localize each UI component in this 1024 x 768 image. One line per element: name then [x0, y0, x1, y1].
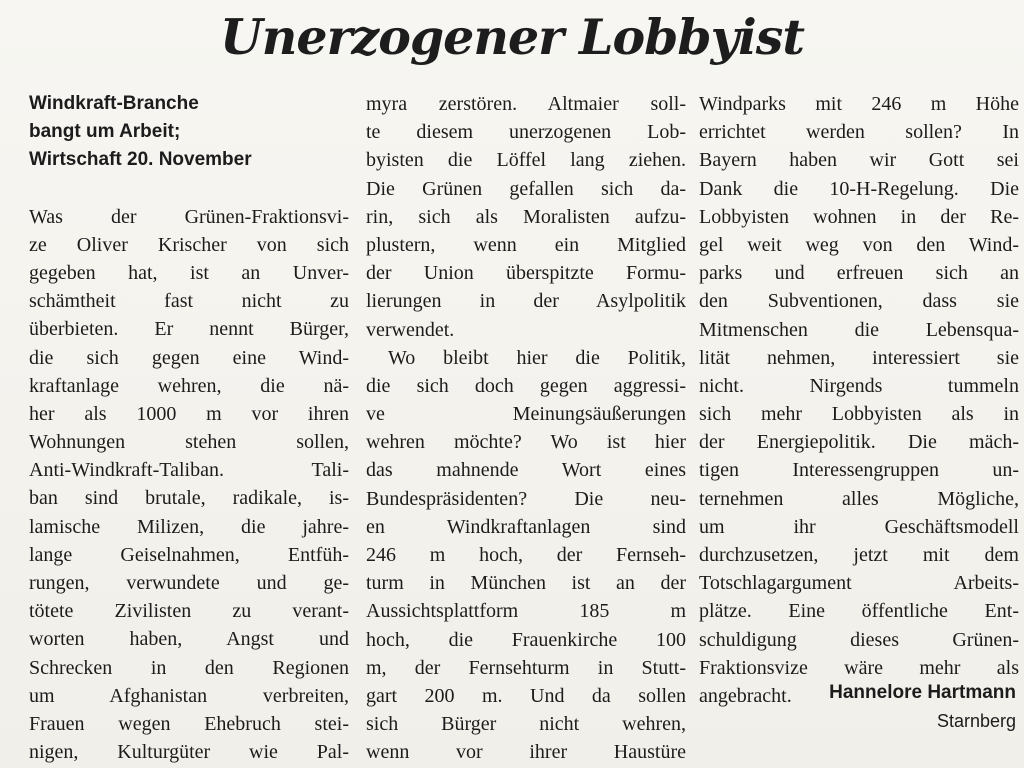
- text-line: Die Grünen gefallen sich da-: [366, 177, 686, 200]
- text-line: te diesem unerzogenen Lob-: [366, 121, 686, 144]
- text-line: en Windkraftanlagen sind: [366, 515, 686, 538]
- text-line: worten haben, Angst und: [29, 628, 349, 651]
- text-line: ban sind brutale, radikale, is-: [29, 487, 349, 510]
- text-line: Anti-Windkraft-Taliban. Tali-: [29, 459, 349, 482]
- text-line: tigen Interessengruppen un-: [699, 459, 1019, 482]
- column-1: [29, 90, 349, 766]
- text-line: überbieten. Er nennt Bürger,: [29, 318, 349, 341]
- text-line: tötete Zivilisten zu verant-: [29, 600, 349, 623]
- text-line: Frauen wegen Ehebruch stei-: [29, 712, 349, 735]
- text-line: plätze. Eine öffentliche Ent-: [699, 600, 1019, 623]
- text-line: plustern, wenn ein Mitglied: [366, 233, 686, 256]
- text-line: Fraktionsvize wäre mehr als: [699, 656, 1019, 679]
- text-line: kraftanlage wehren, die nä-: [29, 374, 349, 397]
- text-line: schämtheit fast nicht zu: [29, 290, 349, 313]
- text-line: der Union überspitzte Formu-: [366, 262, 686, 285]
- text-line: der Energiepolitik. Die mäch-: [699, 431, 1019, 454]
- text-line: die sich gegen eine Wind-: [29, 346, 349, 369]
- column-2: [366, 90, 686, 767]
- text-line: Windparks mit 246 m Höhe: [699, 93, 1019, 115]
- text-line: sich Bürger nicht wehren,: [366, 713, 686, 736]
- text-line: Bundespräsidenten? Die neu-: [366, 487, 686, 510]
- text-line: Was der Grünen-Fraktionsvi-: [29, 205, 349, 228]
- text-line: gegeben hat, ist an Unver-: [29, 261, 349, 284]
- text-line: rungen, verwundete und ge-: [29, 572, 349, 594]
- text-line: schuldigung dieses Grünen-: [699, 628, 1019, 651]
- author-place: Starnberg: [936, 711, 1016, 731]
- text-line: 246 m hoch, der Fernseh-: [366, 544, 686, 566]
- text-line: die sich doch gegen aggressi-: [366, 374, 686, 397]
- text-line: wehren möchte? Wo ist hier: [366, 431, 686, 454]
- text-line: lange Geiselnahmen, Entfüh-: [29, 543, 349, 566]
- text-line: Wohnungen stehen sollen,: [29, 431, 349, 454]
- reference-spacer: [29, 175, 349, 203]
- text-line: gart 200 m. Und da sollen: [366, 684, 686, 707]
- author-signature: Hannelore Hartmann: [829, 682, 1016, 703]
- column-3: [699, 90, 1019, 710]
- text-line: nigen, Kulturgüter wie Pal-: [29, 741, 349, 764]
- text-line: ternehmen alles Mögliche,: [699, 487, 1019, 510]
- text-line: errichtet werden sollen? In: [699, 121, 1019, 144]
- paragraph-start-line: Wo bleibt hier die Politik,: [388, 346, 686, 369]
- text-line: Mitmenschen die Lebensqua-: [699, 318, 1019, 341]
- text-line: Lobbyisten wohnen in der Re-: [699, 205, 1019, 228]
- text-line: Bayern haben wir Gott sei: [699, 149, 1019, 172]
- reference-line-2: bangt um Arbeit;: [29, 121, 181, 143]
- text-line: ze Oliver Krischer von sich: [29, 233, 349, 256]
- text-line: gel weit weg von den Wind-: [699, 233, 1019, 256]
- text-line: um Afghanistan verbreiten,: [29, 684, 349, 707]
- text-line: sich mehr Lobbyisten als in: [699, 403, 1019, 426]
- text-line: wenn vor ihrer Haustüre: [366, 741, 686, 764]
- text-line: durchzusetzen, jetzt mit dem: [699, 544, 1019, 566]
- text-line: hoch, die Frauenkirche 100: [366, 628, 686, 651]
- text-line: rin, sich als Moralisten aufzu-: [366, 205, 686, 228]
- text-line: Dank die 10-H-Regelung. Die: [699, 177, 1019, 200]
- reference-line-3: Wirtschaft 20. November: [29, 149, 252, 171]
- reference-line-1: Windkraft-Branche: [29, 93, 199, 114]
- text-line: her als 1000 m vor ihren: [29, 402, 349, 425]
- text-line: das mahnende Wort eines: [366, 459, 686, 482]
- text-line: turm in München ist an der: [366, 572, 686, 595]
- text-line: parks und erfreuen sich an: [699, 262, 1019, 285]
- text-line: ve Meinungsäußerungen: [366, 403, 686, 426]
- text-line: lität nehmen, interessiert sie: [699, 346, 1019, 369]
- text-line: nicht. Nirgends tummeln: [699, 374, 1019, 397]
- text-line: Totschlagargument Arbeits-: [699, 572, 1019, 595]
- text-line: Aussichtsplattform 185 m: [366, 600, 686, 623]
- text-line: verwendet.: [366, 318, 455, 341]
- text-line: myra zerstören. Altmaier soll-: [366, 93, 686, 115]
- headline: Unerzogener Lobbyist: [220, 8, 804, 66]
- text-line: byisten die Löffel lang ziehen.: [366, 149, 686, 172]
- text-line: Schrecken in den Regionen: [29, 656, 349, 679]
- text-line: um ihr Geschäftsmodell: [699, 515, 1019, 538]
- text-line: m, der Fernsehturm in Stutt-: [366, 656, 686, 679]
- text-line: angebracht.: [699, 684, 792, 707]
- text-line: lierungen in der Asylpolitik: [366, 290, 686, 313]
- text-line: den Subventionen, dass sie: [699, 290, 1019, 313]
- text-line: lamische Milizen, die jahre-: [29, 515, 349, 538]
